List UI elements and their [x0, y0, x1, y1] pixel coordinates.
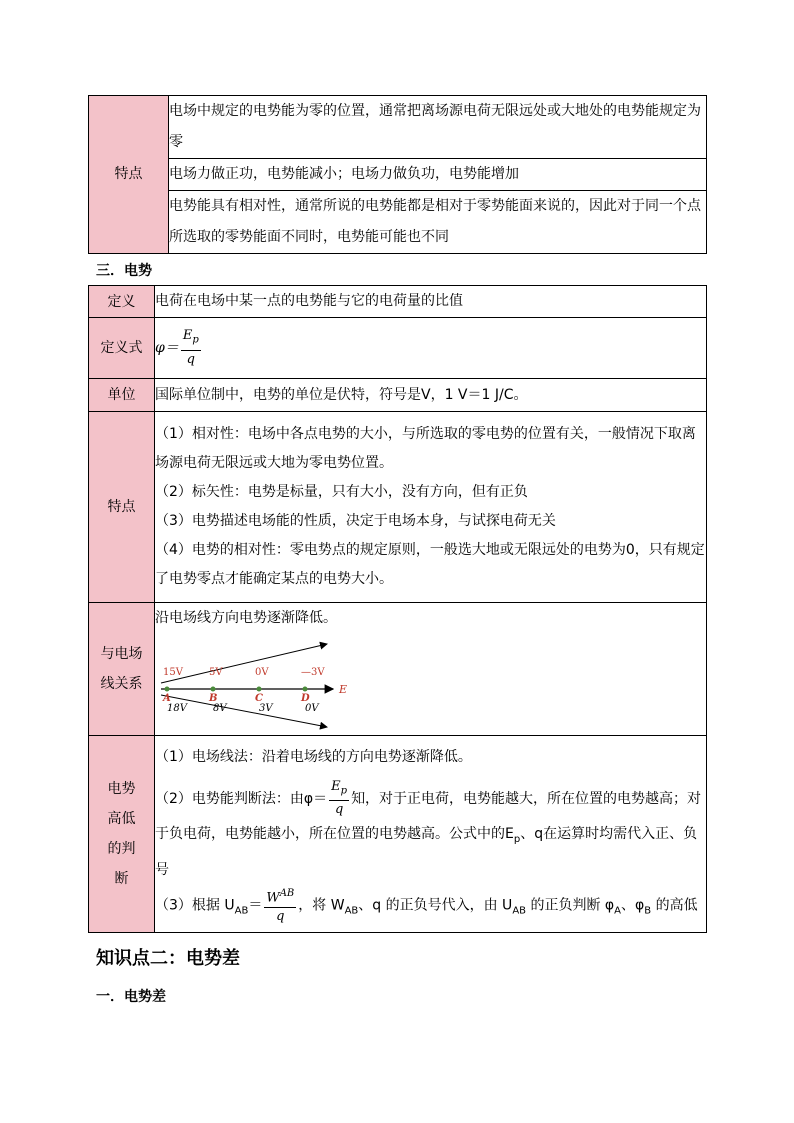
unit-text: 国际单位制中，电势的单位是伏特，符号是V，1 V＝1 J/C。 — [155, 379, 707, 412]
label-judge: 电势高低的判断 — [89, 736, 155, 933]
formula-lhs: φ＝ — [155, 340, 179, 356]
point-name-label: A — [163, 693, 171, 704]
feature-item-1: （1）相对性：电场中各点电势的大小，与所选取的零电势的位置有关，一般情况下取离场源电荷无限远或大地为零电势位置。 — [155, 426, 696, 471]
point-top-label: 5V — [209, 667, 223, 678]
point-c — [257, 687, 262, 692]
features-cell — [155, 412, 707, 603]
relation-text: 沿电场线方向电势逐渐降低。 — [155, 610, 337, 626]
judge-fraction-2: $\frac{W^{AB}}{q}$ — [264, 885, 296, 926]
feature-item-2: （2）标矢性：电势是标量，只有大小，没有方向，但有正负 — [155, 484, 528, 500]
feature-row-2: 电场力做正功，电势能减小；电场力做负功，电势能增加 — [169, 159, 707, 191]
diagram-points — [162, 667, 325, 714]
point-bottom-label: 18V — [167, 703, 187, 714]
judge-method-3: （3）根据 $U_{AB}=$ $\frac{W^{AB}}{q}$ ，将 $W_{AB}$、q 的正负号代入，由 $U_{AB}$ 的正负判断 $\varphi_A$、$\varphi_B$ 的高低 — [155, 885, 706, 926]
label-features-2: 特点 — [89, 412, 155, 603]
point-top-label: —3V — [301, 667, 325, 678]
table-potential — [88, 285, 707, 933]
section-title-potential-difference: 一．电势差 — [96, 989, 166, 1005]
point-bottom-label: 0V — [305, 703, 319, 714]
point-bottom-label: 3V — [259, 703, 273, 714]
table-potential-energy-features — [88, 95, 707, 254]
point-b — [211, 687, 216, 692]
judge-fraction: $\frac{E_p}{q}$ — [331, 778, 348, 818]
knowledge-point-title: 知识点二：电势差 — [96, 948, 240, 969]
feature-item-4: （4）电势的相对性：零电势点的规定原则，一般选大地或无限远处的电势为0，只有规定了电势零点才能确定某点的电势大小。 — [155, 542, 705, 587]
judge-method-1: （1）电场线法：沿着电场线的方向电势逐渐降低。 — [155, 748, 472, 765]
section-title-potential: 三．电势 — [96, 263, 152, 279]
point-top-label: 15V — [163, 667, 183, 678]
label-definition: 定义 — [89, 286, 155, 318]
field-line-diagram — [155, 634, 355, 734]
judge-method-2: （2）电势能判断法：由φ＝ $\frac{E_p}{q}$ 知，对于正电荷，电势能越大，所在位置的电势越高；对于负电荷，电势能越小，所在位置的电势越高。公式中的$E_p$、q在运算时均需代入正、负号 — [155, 778, 702, 878]
point-name-label: B — [209, 693, 218, 704]
feature-row-3: 电势能具有相对性，通常所说的电势能都是相对于零势能面来说的，因此对于同一个点所选取的零势能面不同时，电势能可能也不同 — [169, 191, 707, 254]
label-formula: 定义式 — [89, 318, 155, 379]
point-name-label: C — [255, 693, 263, 704]
point-name-label: D — [301, 693, 310, 704]
formula-fraction: $\frac{E_p}{q}$ — [182, 328, 199, 367]
relation-cell — [155, 603, 707, 736]
judge-cell — [155, 736, 707, 933]
label-relation: 与电场线关系 — [89, 603, 155, 736]
formula-cell — [155, 318, 707, 379]
point-a — [165, 687, 170, 692]
point-bottom-label: 8V — [213, 703, 227, 714]
label-features: 特点 — [89, 96, 169, 254]
feature-item-3: （3）电势描述电场能的性质，决定于电场本身，与试探电荷无关 — [155, 513, 556, 529]
definition-text: 电荷在电场中某一点的电势能与它的电荷量的比值 — [155, 286, 707, 318]
label-unit: 单位 — [89, 379, 155, 412]
point-top-label: 0V — [255, 667, 269, 678]
point-d — [303, 687, 308, 692]
axis-label-e: E — [339, 683, 348, 696]
feature-row-1: 电场中规定的电势能为零的位置，通常把离场源电荷无限远处或大地处的电势能规定为零 — [169, 96, 707, 159]
